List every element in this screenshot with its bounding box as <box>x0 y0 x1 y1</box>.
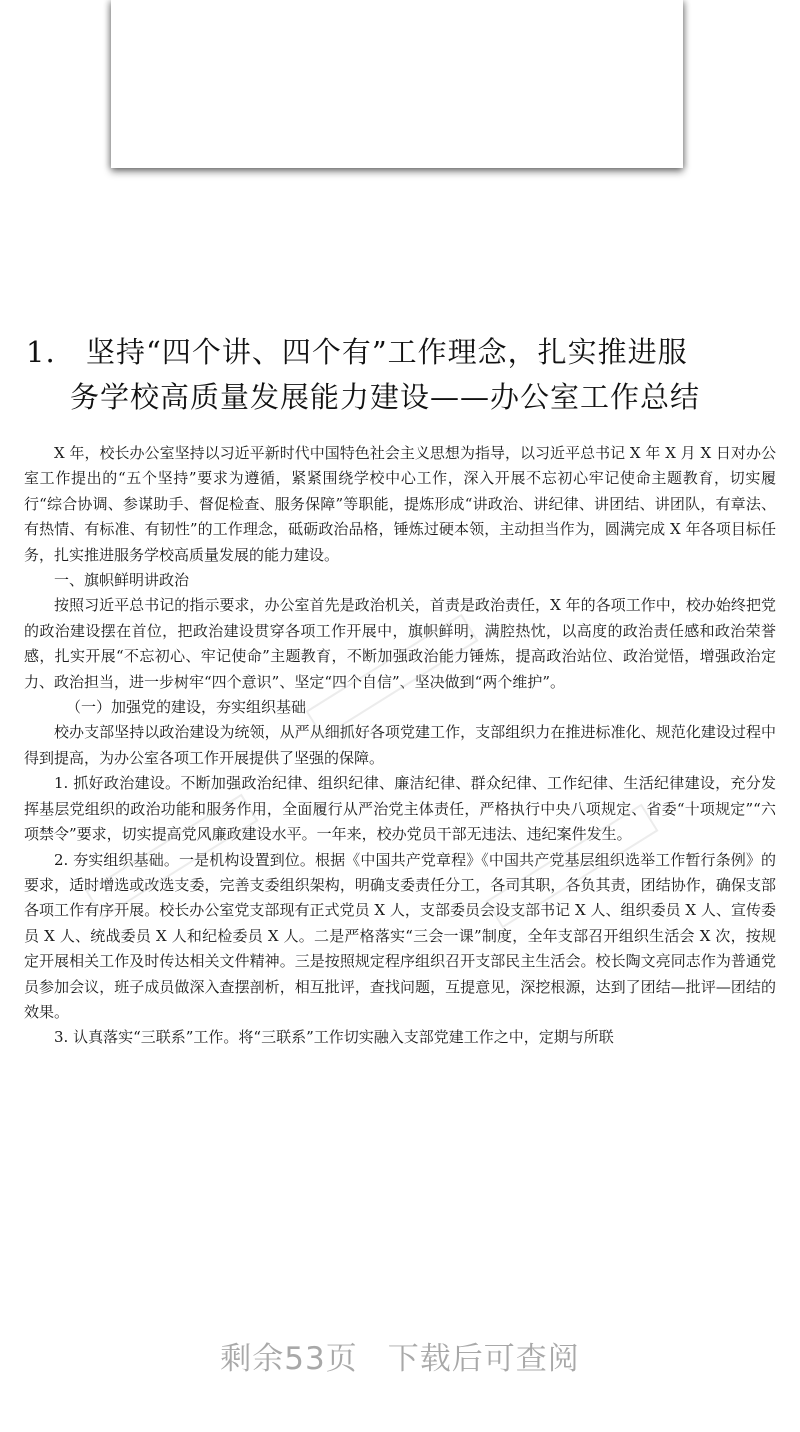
download-to-view-label: 下载后可查阅 <box>387 1341 580 1377</box>
document-body <box>24 441 776 1051</box>
section-heading-1: 一、旗帜鲜明讲政治 <box>54 571 190 590</box>
paragraph-item-3: 3. 认真落实“三联系”工作。将“三联系”工作切实融入支部党建工作之中，定期与所联 <box>54 1028 614 1047</box>
title-number: 1. <box>26 335 56 369</box>
paragraph-item-2: 2. 夯实组织基础。一是机构设置到位。根据《中国共产党章程》《中国共产党基层组织选举工作暂行条例》的要求，适时增选或改选支委，完善支委组织架构，明确支委责任分工，各司其职，各负其责，团结协作，确保支部各项工作有序开展。校长办公室党支部现有正式党员 X 人，支部委员会设支部书记 X 人、组织委员 X 人、宣传委员 X 人、统战委员 X 人和纪检委员 X 人。二是严格落实“三会一课”制度，全年支部召开组织生活会 X 次，按规定开展相关工作及时传达相关文件精神。三是按照规定程序组织召开支部民主生活会。校长陶文亮同志作为普通党员参加会议，班子成员做深入查摆剖析，相互批评，查找问题，互提意见，深挖根源，达到了团结—批评—团结的效果。 <box>24 850 776 1021</box>
title-line-2: 务学校高质量发展能力建设——办公室工作总结 <box>70 380 701 414</box>
title-line-1: 坚持“四个讲、四个有”工作理念，扎实推进服 <box>86 335 688 369</box>
previous-page-sheet <box>111 0 683 168</box>
paragraph-subsection-1: 校办支部坚持以政治建设为统领，从严从细抓好各项党建工作，支部组织力在推进标准化、规范化建设过程中得到提高，为办公室各项工作开展提供了坚强的保障。 <box>24 723 776 767</box>
download-prompt[interactable] <box>0 1333 800 1378</box>
paragraph-section-1: 按照习近平总书记的指示要求，办公室首先是政治机关，首责是政治责任，X 年的各项工作中，校办始终把党的政治建设摆在首位，把政治建设贯穿各项工作开展中，旗帜鲜明，满腔热忱，以高度的政治责任感和政治荣誉感，扎实开展“不忘初心、牢记使命”主题教育，不断加强政治能力锤炼，提高政治站位、政治觉悟，增强政治定力、政治担当，进一步树牢“四个意识”、坚定“四个自信”、坚决做到“两个维护”。 <box>24 596 776 691</box>
remaining-pages-label: 剩余53页 <box>220 1341 358 1377</box>
paragraph-item-1: 1. 抓好政治建设。不断加强政治纪律、组织纪律、廉洁纪律、群众纪律、工作纪律、生活纪律建设，充分发挥基层党组织的政治功能和服务作用，全面履行从严治党主体责任，严格执行中央八项规定、省委“十项规定”“六项禁令”要求，切实提高党风廉政建设水平。一年来，校办党员干部无违法、违纪案件发生。 <box>24 774 776 844</box>
subsection-heading-1: （一）加强党的建设，夯实组织基础 <box>66 698 307 717</box>
paragraph-intro: X 年，校长办公室坚持以习近平新时代中国特色社会主义思想为指导，以习近平总书记 X 年 X 月 X 日对办公室工作提出的“五个坚持”要求为遵循，紧紧围绕学校中心工作，深入开展不忘初心牢记使命主题教育，切实履行“综合协调、参谋助手、督促检查、服务保障”等职能，提炼形成“讲政治、讲纪律、讲团结、讲团队，有章法、有热情、有标准、有韧性”的工作理念，砥砺政治品格，锤炼过硬本领，主动担当作为，圆满完成 X 年各项目标任务，扎实推进服务学校高质量发展的能力建设。 <box>24 444 776 564</box>
